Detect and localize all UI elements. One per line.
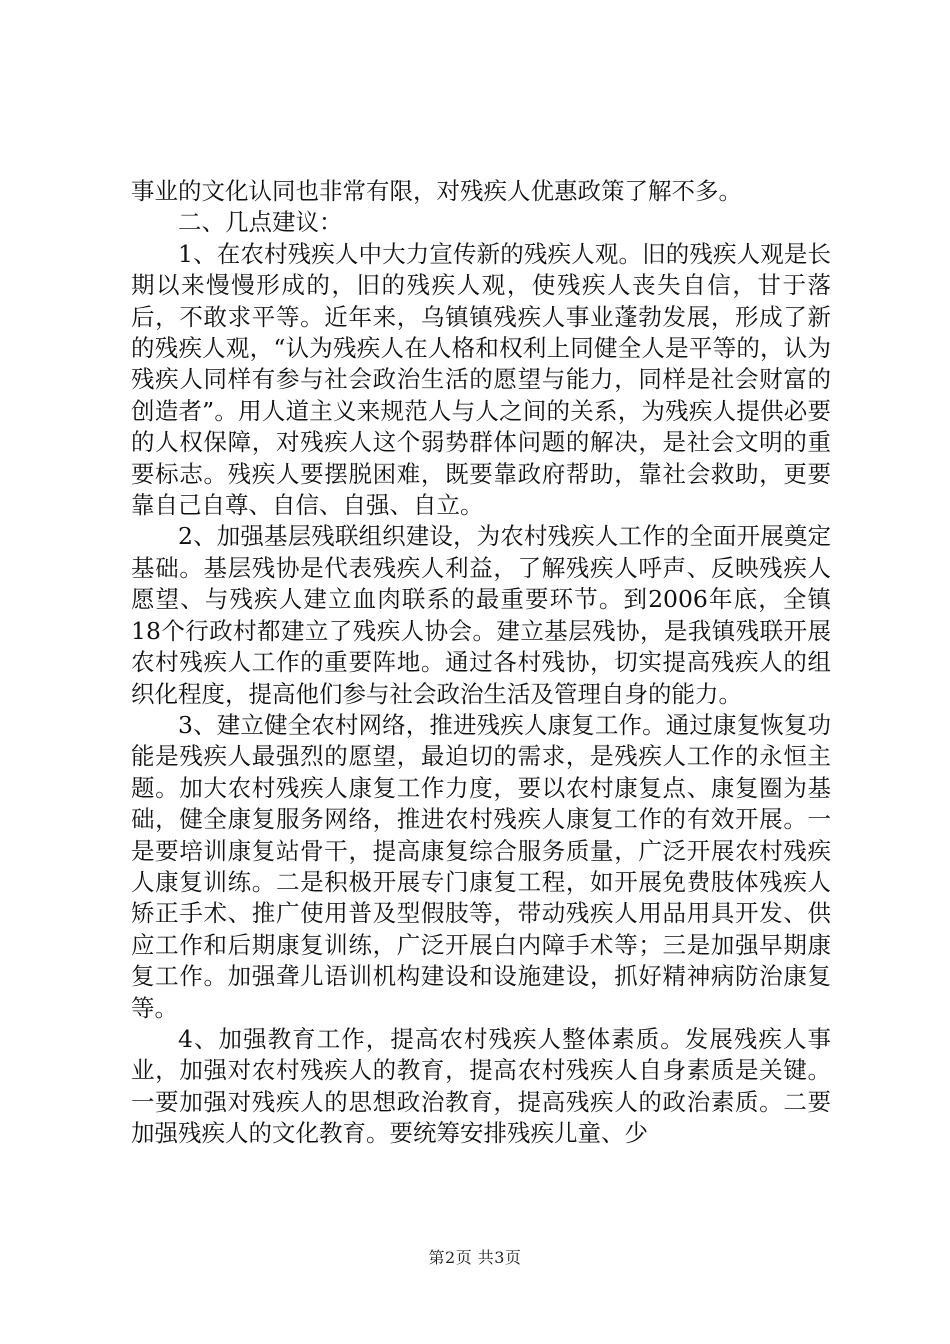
paragraph-continuation: 事业的文化认同也非常有限，对残疾人优惠政策了解不多。 (131, 177, 742, 205)
paragraph-suggestion-2: 2、加强基层残联组织建设，为农村残疾人工作的全面开展奠定基础。基层残协是代表残疾人利益，了解残疾人呼声、反映残疾人愿望、与残疾人建立血肉联系的最重要环节。到2006年底，全镇18个行政村都建立了残疾人协会。建立基层残协，是我镇残联开展农村残疾人工作的重要阵地。通过各村残协，切实提高残疾人的组织化程度，提高他们参与社会政治生活及管理自身的能力。 (131, 522, 831, 708)
section-heading-suggestions: 二、几点建议： (178, 208, 343, 237)
paragraph-suggestion-3: 3、建立健全农村网络，推进残疾人康复工作。通过康复恢复功能是残疾人最强烈的愿望，最迫切的需求，是残疾人工作的永恒主题。加大农村残疾人康复工作力度，要以农村康复点、康复圈为基础，健全康复服务网络，推进农村残疾人康复工作的有效开展。一是要培训康复站骨干，提高康复综合服务质量，广泛开展农村残疾人康复训练。二是积极开展专门康复工程，如开展免费肢体残疾人矫正手术、推广使用普及型假肢等，带动残疾人用品用具开发、供应工作和后期康复训练，广泛开展白内障手术等；三是加强早期康复工作。加强聋儿语训机构建设和设施建设，抓好精神病防治康复等。 (131, 710, 831, 1022)
page-number-footer: 第2页 共3页 (428, 1248, 522, 1267)
paragraph-suggestion-1: 1、在农村残疾人中大力宣传新的残疾人观。旧的残疾人观是长期以来慢慢形成的，旧的残疾人观，使残疾人丧失自信，甘于落后，不敢求平等。近年来，乌镇镇残疾人事业蓬勃发展，形成了新的残疾人观，“认为残疾人在人格和权利上同健全人是平等的，认为残疾人同样有参与社会政治生活的愿望与能力，同样是社会财富的创造者”。用人道主义来规范人与人之间的关系，为残疾人提供必要的人权保障，对残疾人这个弱势群体问题的解决，是社会文明的重要标志。残疾人要摆脱困难，既要靠政府帮助，靠社会救助，更要靠自己自尊、自信、自强、自立。 (131, 239, 831, 520)
paragraph-suggestion-4: 4、加强教育工作，提高农村残疾人整体素质。发展残疾人事业，加强对农村残疾人的教育，提高农村残疾人自身素质是关键。一要加强对残疾人的思想政治教育，提高残疾人的政治素质。二要加强残疾人的文化教育。要统筹安排残疾儿童、少 (131, 1024, 831, 1148)
document-body (131, 176, 831, 1150)
